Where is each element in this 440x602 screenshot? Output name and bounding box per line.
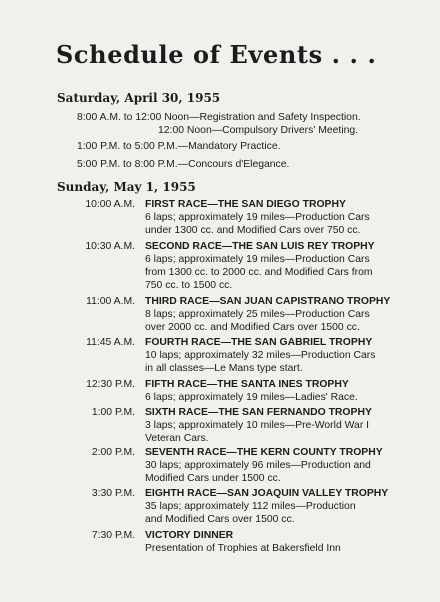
saturday-item-line: 1:00 P.M. to 5:00 P.M.—Mandatory Practice. [77,141,281,152]
event-detail: 6 laps; approximately 19 miles—Ladies' Race. [145,392,358,403]
event-detail: 30 laps; approximately 96 miles—Production and [145,460,371,471]
saturday-item-line: 5:00 P.M. to 8:00 P.M.—Concours d'Elegance. [77,159,290,170]
event-name: FIFTH RACE—THE SANTA INES TROPHY [145,379,349,390]
event-detail: Veteran Cars. [145,433,209,444]
event-detail: 10 laps; approximately 32 miles—Production Cars [145,350,376,361]
event-time: 10:00 A.M. [85,199,135,210]
sunday-heading: Sunday, May 1, 1955 [57,180,196,194]
event-detail: Modified Cars under 1500 cc. [145,473,281,484]
event-name: SIXTH RACE—THE SAN FERNANDO TROPHY [145,407,372,418]
event-time: 7:30 P.M. [91,530,135,541]
event-time: 3:30 P.M. [91,488,135,499]
event-time: 1:00 P.M. [91,407,135,418]
event-detail: 35 laps; approximately 112 miles—Production [145,501,356,512]
event-detail: in all classes—Le Mans type start. [145,363,303,374]
event-name: EIGHTH RACE—SAN JOAQUIN VALLEY TROPHY [145,488,389,499]
event-name: THIRD RACE—SAN JUAN CAPISTRANO TROPHY [145,296,391,307]
event-time: 12:30 P.M. [86,379,135,390]
event-time: 10:30 A.M. [85,241,135,252]
event-time: 2:00 P.M. [91,447,135,458]
event-time: 11:00 A.M. [86,296,135,307]
event-name: SECOND RACE—THE SAN LUIS REY TROPHY [145,241,375,252]
page-title: Schedule of Events . . . [56,40,377,69]
saturday-item-continuation: 12:00 Noon—Compulsory Drivers' Meeting. [158,125,359,136]
event-detail: and Modified Cars over 1500 cc. [145,514,295,525]
event-detail: 8 laps; approximately 25 miles—Production Cars [145,309,370,320]
event-detail: 3 laps; approximately 10 miles—Pre-World War I [145,420,370,431]
event-detail: 750 cc. to 1500 cc. [145,280,233,291]
event-name: FOURTH RACE—THE SAN GABRIEL TROPHY [145,337,373,348]
event-detail: 6 laps; approximately 19 miles—Production Cars [145,254,370,265]
event-detail: over 2000 cc. and Modified Cars over 1500 cc. [145,322,360,333]
event-detail: from 1300 cc. to 2000 cc. and Modified Cars from [145,267,373,278]
event-name: SEVENTH RACE—THE KERN COUNTY TROPHY [145,447,383,458]
event-detail: under 1300 cc. and Modified Cars over 750 cc. [145,225,361,236]
event-detail: Presentation of Trophies at Bakersfield Inn [145,543,341,554]
saturday-item [77,111,361,137]
saturday-item-line: 8:00 A.M. to 12:00 Noon—Registration and Safety Inspection. [77,112,361,123]
event-name: VICTORY DINNER [145,530,234,541]
saturday-item [77,158,289,171]
event-name: FIRST RACE—THE SAN DIEGO TROPHY [145,199,346,210]
saturday-heading: Saturday, April 30, 1955 [57,91,221,105]
event-time: 11:45 A.M. [86,337,135,348]
event-detail: 6 laps; approximately 19 miles—Production Cars [145,212,370,223]
saturday-item [77,140,281,153]
